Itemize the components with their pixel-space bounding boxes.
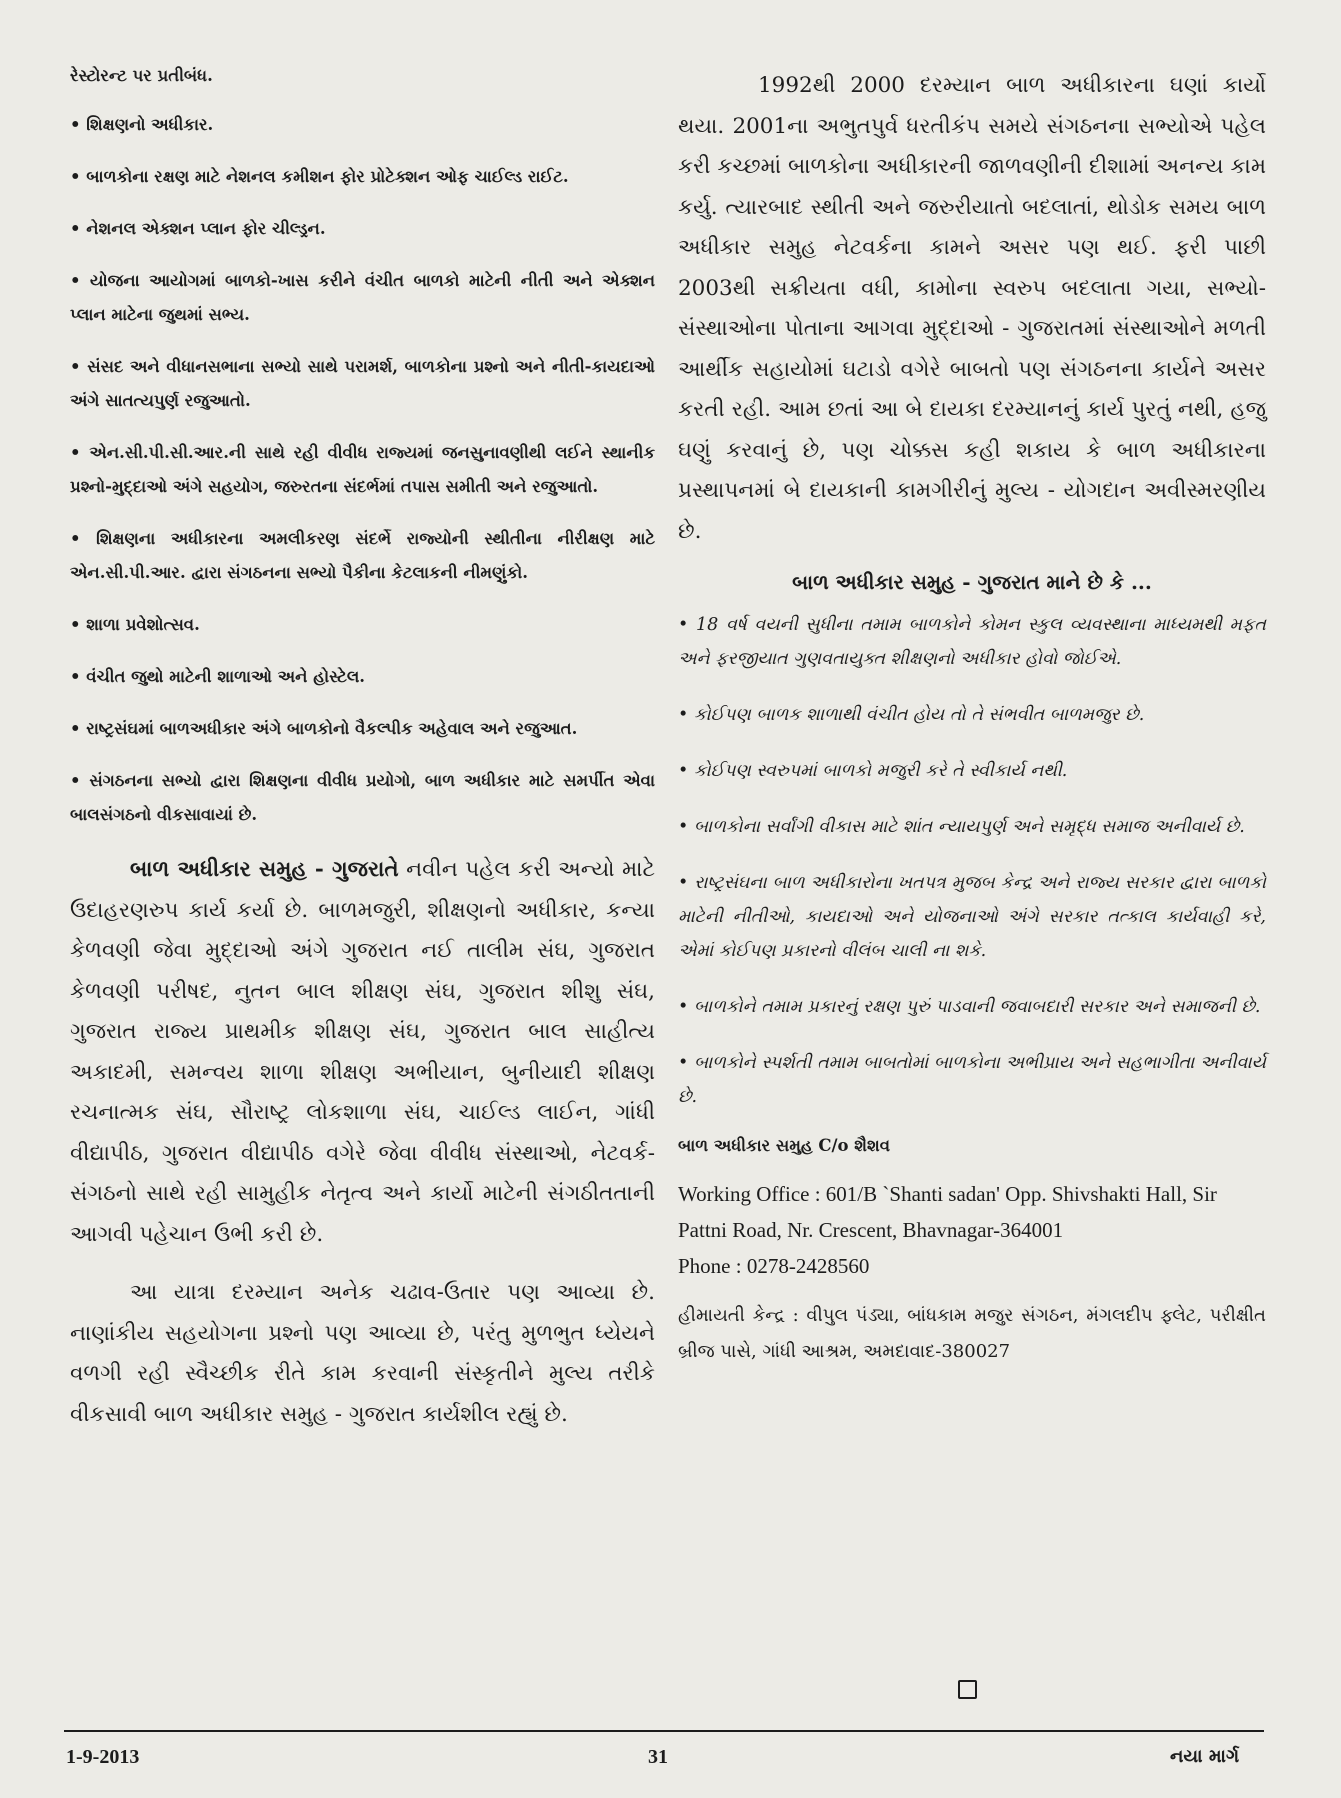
achievement-item: • સંસદ અને વીધાનસભાના સભ્યો સાથે પરામર્શ, બાળકોના પ્રશ્નો અને નીતી-કાયદાઓ અંગે સાતત્યપુર્ણ રજુઆતો. <box>70 357 655 410</box>
belief-item: • બાળકોને તમામ પ્રકારનું રક્ષણ પુરું પાડવાની જવાબદારી સરકાર અને સમાજની છે. <box>678 997 1261 1017</box>
achievement-item: • બાળકોના રક્ષણ માટે નેશનલ કમીશન ફોર પ્રોટેક્શન ઓફ ચાઈલ્ડ રાઈટ. <box>70 167 569 186</box>
belief-item: • કોઈપણ સ્વરુપમાં બાળકો મજુરી કરે તે સ્વીકાર્ય નથી. <box>678 761 1068 781</box>
working-office-text: Working Office : 601/B `Shanti sadan' Opp. Shivshakti Hall, Sir Pattni Road, Nr. Crescent, Bhavnagar-364001 <box>678 1182 1217 1242</box>
magazine-name: નયા માર્ગ <box>1170 1746 1240 1767</box>
achievement-item: • સંગઠનના સભ્યો દ્વારા શિક્ષણના વીવીધ પ્રયોગો, બાળ અધીકાર માટે સમર્પીત એવા બાલસંગઠનો વીકસાવાયાં છે. <box>70 771 655 824</box>
support-centre-address: હીમાયતી કેન્દ્ર : વીપુલ પંડ્યા, બાંધકામ મજુર સંગઠન, મંગલદીપ ફ્લેટ, પરીક્ષીત બ્રીજ પાસે, ગાંધી આશ્રમ, અમદાવાદ-380027 <box>678 1305 1266 1362</box>
body-paragraph: આ યાત્રા દરમ્યાન અનેક ચઢાવ-ઉતાર પણ આવ્યા છે. નાણાંકીય સહયોગના પ્રશ્નો પણ આવ્યા છે, પરંતુ મુળભુત ધ્યેયને વળગી રહી સ્વૈચ્છીક રીતે કામ કરવાની સંસ્કૃતીને મુલ્ય તરીકે વીકસાવી બાળ અધીકાર સમુહ - ગુજરાત કાર્યશીલ રહ્યું છે. <box>70 1280 655 1427</box>
page-number: 31 <box>648 1746 668 1768</box>
achievement-item: • યોજના આયોગમાં બાળકો-ખાસ કરીને વંચીત બાળકો માટેની નીતી અને એક્શન પ્લાન માટેના જુથમાં સભ્ય. <box>70 271 655 324</box>
achievement-item: • શાળા પ્રવેશોત્સવ. <box>70 615 200 634</box>
paragraph-text: નવીન પહેલ કરી અન્યો માટે ઉદાહરણરુપ કાર્ય કર્યા છે. બાળમજુરી, શીક્ષણનો અધીકાર, કન્યા કેળવણી જેવા મુદ્દાઓ અંગે ગુજરાત નઈ તાલીમ સંઘ, ગુજરાત કેળવણી પરીષદ, નુતન બાલ શીક્ષણ સંઘ, ગુજરાત શીશુ સંઘ, ગુજરાત રાજ્ય પ્રાથમીક શીક્ષણ સંઘ, ગુજરાત બાલ સાહીત્ય અકાદમી, સમન્વય શાળા શીક્ષણ અભીયાન, બુનીયાદી શીક્ષણ રચનાત્મક સંઘ, સૌરાષ્ટ્ર લોકશાળા સંઘ, ચાઈલ્ડ લાઈન, ગાંધી વીદ્યાપીઠ, ગુજરાત વીદ્યાપીઠ વગેરે જેવા વીવીધ સંસ્થાઓ, નેટવર્ક-સંગઠનો સાથે રહી સામુહીક નેતૃત્વ અને કાર્યો માટેની સંગઠીતતાની આગવી પહેચાન ઉભી કરી છે. <box>70 857 655 1247</box>
footer-divider <box>64 1730 1264 1732</box>
belief-item: • કોઈપણ બાળક શાળાથી વંચીત હોય તો તે સંભવીત બાળમજુર છે. <box>678 705 1145 725</box>
working-office-address <box>678 1176 1266 1284</box>
paragraph-lead: બાળ અધીકાર સમુહ - ગુજરાતે <box>130 857 399 882</box>
achievement-item: • નેશનલ એક્શન પ્લાન ફોર ચીલ્ડ્રન. <box>70 219 326 238</box>
phone-number: Phone : 0278-2428560 <box>678 1254 870 1278</box>
achievement-item: • શિક્ષણના અધીકારના અમલીકરણ સંદર્ભે રાજ્યોની સ્થીતીના નીરીક્ષણ માટે એન.સી.પી.આર. દ્વારા સંગઠનના સભ્યો પૈકીના કેટલાકની નીમણુંકો. <box>70 529 655 582</box>
achievement-item: • શિક્ષણનો અધીકાર. <box>70 115 214 134</box>
belief-item: • બાળકોને સ્પર્શતી તમામ બાબતોમાં બાળકોના અભીપ્રાય અને સહભાગીતા અનીવાર્ય છે. <box>678 1053 1266 1107</box>
achievement-item: • રાષ્ટ્રસંઘમાં બાળઅધીકાર અંગે બાળકોનો વૈકલ્પીક અહેવાલ અને રજુઆત. <box>70 719 578 738</box>
end-of-article-square-icon <box>958 1680 977 1699</box>
belief-item: • રાષ્ટ્રસંઘના બાળ અધીકારોના ખતપત્ર મુજબ કેન્દ્ર અને રાજ્ય સરકાર દ્વારા બાળકો માટેની નીતીઓ, કાયદાઓ અને યોજનાઓ અંગે સરકાર તત્કાલ કાર્યવાહી કરે, એમાં કોઈપણ પ્રકારનો વીલંબ ચાલી ના શકે. <box>678 873 1266 961</box>
achievement-item: • એન.સી.પી.સી.આર.ની સાથે રહી વીવીધ રાજ્યમાં જનસુનાવણીથી લઈને સ્થાનીક પ્રશ્નો-મુદ્દાઓ અંગે સહયોગ, જરુરતના સંદર્ભમાં તપાસ સમીતી અને રજુઆતો. <box>70 443 655 496</box>
achievement-item: • વંચીત જુથો માટેની શાળાઓ અને હોસ્ટેલ. <box>70 667 366 686</box>
intro-line: રેસ્ટોરન્ટ પર પ્રતીબંધ. <box>70 66 213 85</box>
belief-item: • બાળકોના સર્વાંગી વીકાસ માટે શાંત ન્યાયપુર્ણ અને સમૃદ્ધ સમાજ અનીવાર્ય છે. <box>678 817 1245 837</box>
section-heading: બાળ અધીકાર સમુહ - ગુજરાત માને છે કે ... <box>792 570 1152 594</box>
body-paragraph <box>70 850 655 1255</box>
footer-date: 1-9-2013 <box>66 1746 140 1768</box>
right-column <box>678 66 1266 1370</box>
body-paragraph: 1992થી 2000 દરમ્યાન બાળ અધીકારના ઘણાં કાર્યો થયા. 2001ના અભુતપુર્વ ધરતીકંપ સમયે સંગઠનના સભ્યોએ પહેલ કરી કચ્છમાં બાળકોના અધીકારની જાળવણીની દીશામાં અનન્ય કામ કર્યુ. ત્યારબાદ સ્થીતી અને જરુરીયાતો બદલાતાં, થોડોક સમય બાળ અધીકાર સમુહ નેટવર્કના કામને અસર પણ થઈ. ફરી પાછી 2003થી સક્રીયતા વધી, કામોના સ્વરુપ બદલાતા ગયા, સભ્યો-સંસ્થાઓના પોતાના આગવા મુદ્દાઓ - ગુજરાતમાં સંસ્થાઓને મળતી આર્થીક સહાયોમાં ઘટાડો વગેરે બાબતો પણ સંગઠનના કાર્યને અસર કરતી રહી. આમ છતાં આ બે દાયકા દરમ્યાનનું કાર્ય પુરતું નથી, હજુ ઘણું કરવાનું છે, પણ ચોક્કસ કહી શકાય કે બાળ અધીકારના પ્રસ્થાપનમાં બે દાયકાની કામગીરીનું મુલ્ય - યોગદાન અવીસ્મરણીય છે. <box>678 73 1266 544</box>
organization-title: બાળ અધીકાર સમુહ C/o શૈશવ <box>678 1136 891 1155</box>
belief-item: • 18 વર્ષ વયની સુધીના તમામ બાળકોને કોમન સ્કુલ વ્યવસ્થાના માધ્યમથી મફત અને ફરજીયાત ગુણવતાયુક્ત શીક્ષણનો અધીકાર હોવો જોઈએ. <box>678 615 1266 669</box>
left-column <box>70 66 655 1453</box>
